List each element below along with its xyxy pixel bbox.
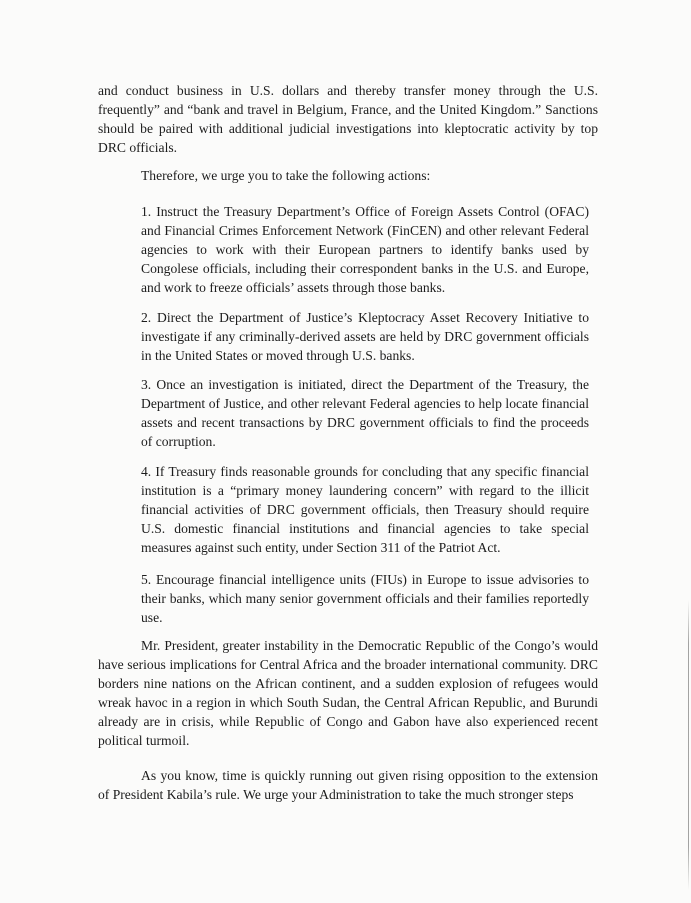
action-item-4: 4. If Treasury finds reasonable grounds for concluding that any specific financial institution is a “primary money laundering concern” with regard to the illicit financial activities of DRC government officials, then Treasury should require U.S. domestic financial institutions and financial agencies to take special measures against such entity, under Section 311 of the Patriot Act. bbox=[141, 464, 589, 555]
action-item-3: 3. Once an investigation is initiated, direct the Department of the Treasury, the Department of Justice, and other relevant Federal agencies to help locate financial assets and recent transactions by DRC government officials to find the proceeds of corruption. bbox=[141, 377, 589, 449]
action-item-2: 2. Direct the Department of Justice’s Kleptocracy Asset Recovery Initiative to investigate if any criminally-derived assets are held by DRC government officials in the United States or moved through U.S. banks. bbox=[141, 310, 589, 363]
intro-paragraph: and conduct business in U.S. dollars and thereby transfer money through the U.S. frequently” and “bank and travel in Belgium, France, and the United Kingdom.” Sanctions should be paired with additional judicial investigations into kleptocratic activity by top DRC officials. bbox=[98, 83, 598, 155]
actions-lead-paragraph: Therefore, we urge you to take the following actions: bbox=[141, 168, 431, 183]
action-item-1: 1. Instruct the Treasury Department’s Office of Foreign Assets Control (OFAC) and Financial Crimes Enforcement Network (FinCEN) and other relevant Federal agencies to work with their European partners to identify banks used by Congolese officials, including their correspondent banks in the U.S. and Europe, and work to freeze officials’ assets through those banks. bbox=[141, 204, 589, 295]
action-item-5: 5. Encourage financial intelligence units (FIUs) in Europe to issue advisories to their banks, which many senior government officials and their families reportedly use. bbox=[141, 572, 589, 625]
closing-paragraph: As you know, time is quickly running out given rising opposition to the extension of President Kabila’s rule. We urge your Administration to take the much stronger steps bbox=[98, 768, 598, 802]
scan-edge-shadow bbox=[688, 600, 689, 890]
instability-paragraph: Mr. President, greater instability in the Democratic Republic of the Congo’s would have serious implications for Central Africa and the broader international community. DRC borders nine nations on the African continent, and a sudden explosion of refugees would wreak havoc in a region in which South Sudan, the Central African Republic, and Burundi already are in crisis, while Republic of Congo and Gabon have also experienced recent political turmoil. bbox=[98, 638, 598, 748]
